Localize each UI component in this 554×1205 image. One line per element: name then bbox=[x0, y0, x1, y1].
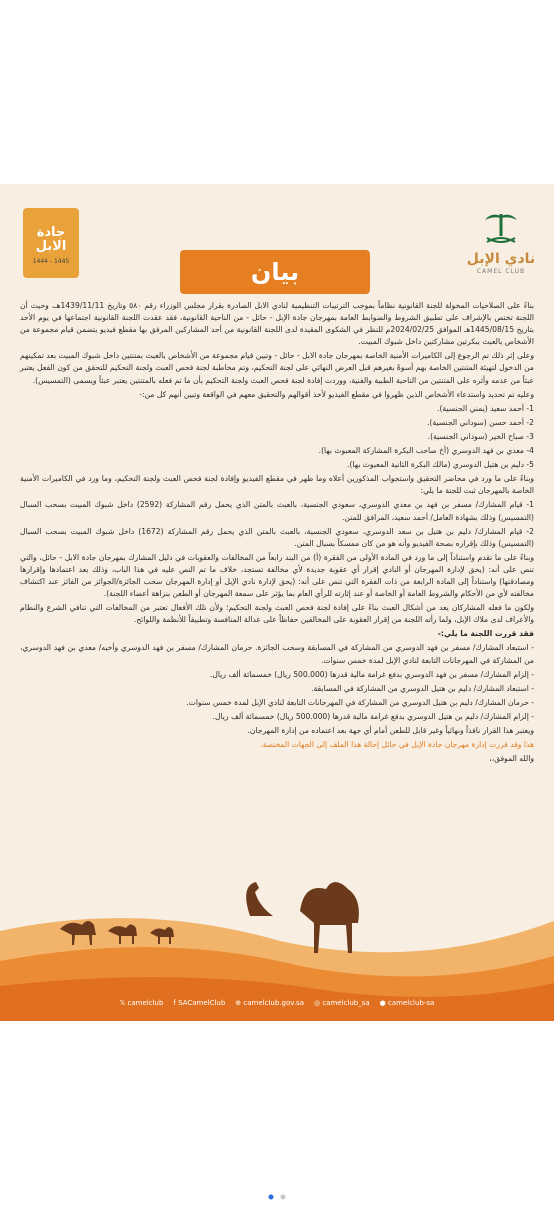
decision-item: - إلزام المشارك/ دليم بن هتيل الدوسري بدفع غرامة مالية قدرها (500.000 ريال) خمسمائة ألف ريال. bbox=[212, 711, 534, 721]
camel-club-sub: CAMEL CLUB bbox=[476, 268, 526, 275]
referral-note: هذا وقد قررت إدارة مهرجان جادة الإبل في حائل إحالة هذا الملف إلى الجهات المختصة. bbox=[260, 740, 534, 750]
x-link[interactable]: 𝕏 camelclub bbox=[119, 999, 164, 1007]
page-title: بيان bbox=[250, 258, 300, 286]
instagram-handle: camelclub_sa bbox=[322, 999, 370, 1007]
list-item: 1- أحمد سعيد (يمني الجنسية). bbox=[437, 403, 534, 413]
camel-club-logo bbox=[466, 208, 536, 275]
decision-item: - إلزام المشارك/ مسفر بن فهد الدوسري بدفع غرامة مالية قدرها (500.000 ريال) خمسمائة ألف ريال. bbox=[209, 669, 534, 679]
paragraph-intro: بناءً على الصلاحيات المخولة للجنة القانونية نظاماً بموجب الترتيبات التنظيمية لنادي الابل الصادرة بقرار مجلس الوزراء رقم ٥٨٠ وتاريخ 1439/11/11هـ، وحيث أن اللجنة تختص بالإشراف على تطبيق الشروط والضوابط العامة بمهرجان جادة الإبل - حائل - من الناحية القانونية، فقد عقدت اللجنة القانونية اجتماعها في يوم الأحد بتاريخ 1445/08/15هـ الموافق 2024/02/25م للنظر في الشكوى المقيدة لدى اللجنة القانونية من أحد المشاركين المرفق بها مقطع فيديو يتضمن قيام مجموعة من الأشخاص بالعبث ببكرتين مشاركتين داخل شبوك المبيت. bbox=[20, 301, 534, 347]
paragraph-cameras: وعلى إثر ذلك تم الرجوع إلى الكاميرات الأمنية الخاصة بمهرجان جادة الابل - حائل - وتبين قيام مجموعة من الأشخاص بالعبث بمتنتين داخل شبوك المبيت بعد تمكينهم من الدخول لتهيئة المتنتين الخاصة بهم أسوةً بغيرهم قبل العرض النهائي على لجنة التحكيم، وتم مخاطبة لجنة فحص العبث ولجنة التحكيم للتحقق من كون الفعل يعتبر عبثاً من عدمه وأثره على المتنتين من الناحية الطبية والفنية، ووردت إفادة لجنة فحص العبث ولجنة التحكيم بأن ما تم فعله بالمتنتين يعتبر عبثاً ويسمى (التمسيس). bbox=[20, 351, 534, 385]
website-link[interactable]: ⊕ camelclub.gov.sa bbox=[235, 999, 304, 1007]
paragraph-reasoning: ولكون ما فعله المشاركان يعد من أشكال العبث بناءً على إفادة لجنة فحص العبث ولجنة التحكيم؛ ولأن تلك الأفعال تعتبر من المخالفات التي تنافي الشرع والنظام والأعراف لدى ملاك الإبل، ولما رأته اللجنة من إقرار العقوبة على المخالفين حفاظاً على عدالة المنافسة وتطبيقاً للأنظمة واللوائح. bbox=[20, 603, 534, 625]
camel-club-arabic: نادي الإبل bbox=[466, 251, 536, 267]
list-item: 4- معدي بن فهد الدوسري (أخ صاحب البكرة المشاركة المعبوث بها). bbox=[318, 446, 534, 456]
social-links-bar bbox=[0, 991, 554, 1015]
decision-item: - حرمان المشارك/ دليم بن هتيل الدوسري من المشاركة في المهرجانات التابعة لنادي الإبل لمدة خمس سنوات. bbox=[186, 697, 534, 707]
paragraph-final: ويعتبر هذا القرار نافذاً ونهائياً وغير قابل للطعن أمام أي جهة بعد اعتماده من إدارة المهرجان. bbox=[247, 726, 534, 735]
jadah-logo-text: جادة الابل bbox=[35, 225, 67, 254]
paragraph-findings: وبناءً على ما ورد في محاضر التحقيق واستجواب المذكورين أعلاه وما ظهر في مقطع الفيديو وإفادة لجنة فحص العبث ولجنة التحكيم، وما ورد في الكاميرات الأمنية الخاصة بالمهرجان ثبت للجنة ما يلي: bbox=[20, 474, 534, 496]
jadah-logo bbox=[23, 208, 79, 278]
jadah-logo-year: 1444 - 1445 bbox=[32, 258, 70, 265]
x-handle: camelclub bbox=[127, 999, 164, 1007]
decision-heading: فقد قررت اللجنة ما يلي:- bbox=[437, 629, 534, 639]
title-banner bbox=[180, 250, 370, 294]
other-social-link[interactable]: ● camelclub-sa bbox=[379, 999, 435, 1007]
list-item: 2- أحمد حسن (سوداني الجنسية). bbox=[427, 417, 534, 427]
facebook-handle: SACamelClub bbox=[178, 999, 226, 1007]
paragraph-legal-basis: وبناءً على ما تقدم واستناداً إلى ما ورد في المادة الأولى من الفقرة (أ) من البند رابعاً من المخالفات والعقوبات في دليل المشارك بمهرجان جادة الابل - حائل، والتي تنص على أنه: (يحق لإدارة المهرجان أو النادي إقرار أي عقوبة جديدة لأي مخالفة تستجد، خلاف ما تم النص عليه في هذا الباب، وذلك بعد اعتمادها وإقرارها ومصادقتها) واستناداً إلى المادة الرابعة من ذات الفقرة التي تنص على أنه: (يحق لإدارة نادي الإبل أو إدارة المهرجان سحب الجائزة/الجوائز من الفائز عند اكتشاف مخالفته لأي من الأحكام والشروط العامة أو الخاصة أو عند إثارته للرأي العام بما يؤثر على سمعة المهرجان أو الطعن بنزاهة أعضاء اللجنة). bbox=[20, 552, 534, 599]
finding-item: 1- قيام المشارك/ مسفر بن فهد بن معدي الدوسري، سعودي الجنسية، بالعبث بالمتن الذي يحمل رقم المشاركة (2592) داخل شبوك المبيت بسحب السبال (التمسيس) وذلك بشهادة العامل/ أحمد سعيد، المرافق للمتن. bbox=[20, 500, 534, 522]
finding-item: 2- قيام المشارك/ دليم بن هتيل بن سعد الدوسري، سعودي الجنسية، بالعبث بالمتن الذي يحمل رقم المشاركة (1672) داخل شبوك المبيت بسحب السبال (التمسيس) وذلك بإقراره بصحة الفيديو وأنه هو من كان ممسكاً بسبال المتن. bbox=[20, 526, 534, 548]
decision-item: - استبعاد المشارك/ دليم بن هتيل الدوسري من المشاركة في المسابقة. bbox=[311, 683, 534, 693]
statement-body bbox=[20, 300, 534, 767]
facebook-link[interactable]: f SACamelClub bbox=[173, 999, 226, 1007]
other-social-handle: camelclub-sa bbox=[388, 999, 435, 1007]
decision-item: - استبعاد المشارك/ مسفر بن فهد الدوسري من المشاركة في المسابقة وسحب الجائزة. حرمان المشارك/ مسفر بن فهد الدوسري وأخيه/ معدي بن فهد الدوسري، من المشاركة في المهرجانات التابعة لنادي الإبل لمدة خمس سنوات. bbox=[20, 643, 534, 665]
statement-document bbox=[0, 184, 554, 1021]
list-item: 3- صباح الخير (سوداني الجنسية). bbox=[427, 431, 534, 441]
paragraph-summons: وعليه تم تحديد واستدعاء الأشخاص الذين ظهروا في مقطع الفيديو لأخذ أقوالهم والتحقيق معهم في الواقعة وتبين أنهم كل من:- bbox=[139, 389, 534, 399]
instagram-link[interactable]: ◎ camelclub_sa bbox=[313, 999, 370, 1007]
list-item: 5- دليم بن هتيل الدوسري (مالك البكرة الثانية المعبوث بها). bbox=[347, 460, 534, 470]
website-url: camelclub.gov.sa bbox=[243, 999, 304, 1007]
palm-swords-icon bbox=[481, 208, 521, 248]
pager-dots bbox=[0, 1186, 554, 1205]
closing-line: والله الموفق،، bbox=[489, 754, 534, 764]
